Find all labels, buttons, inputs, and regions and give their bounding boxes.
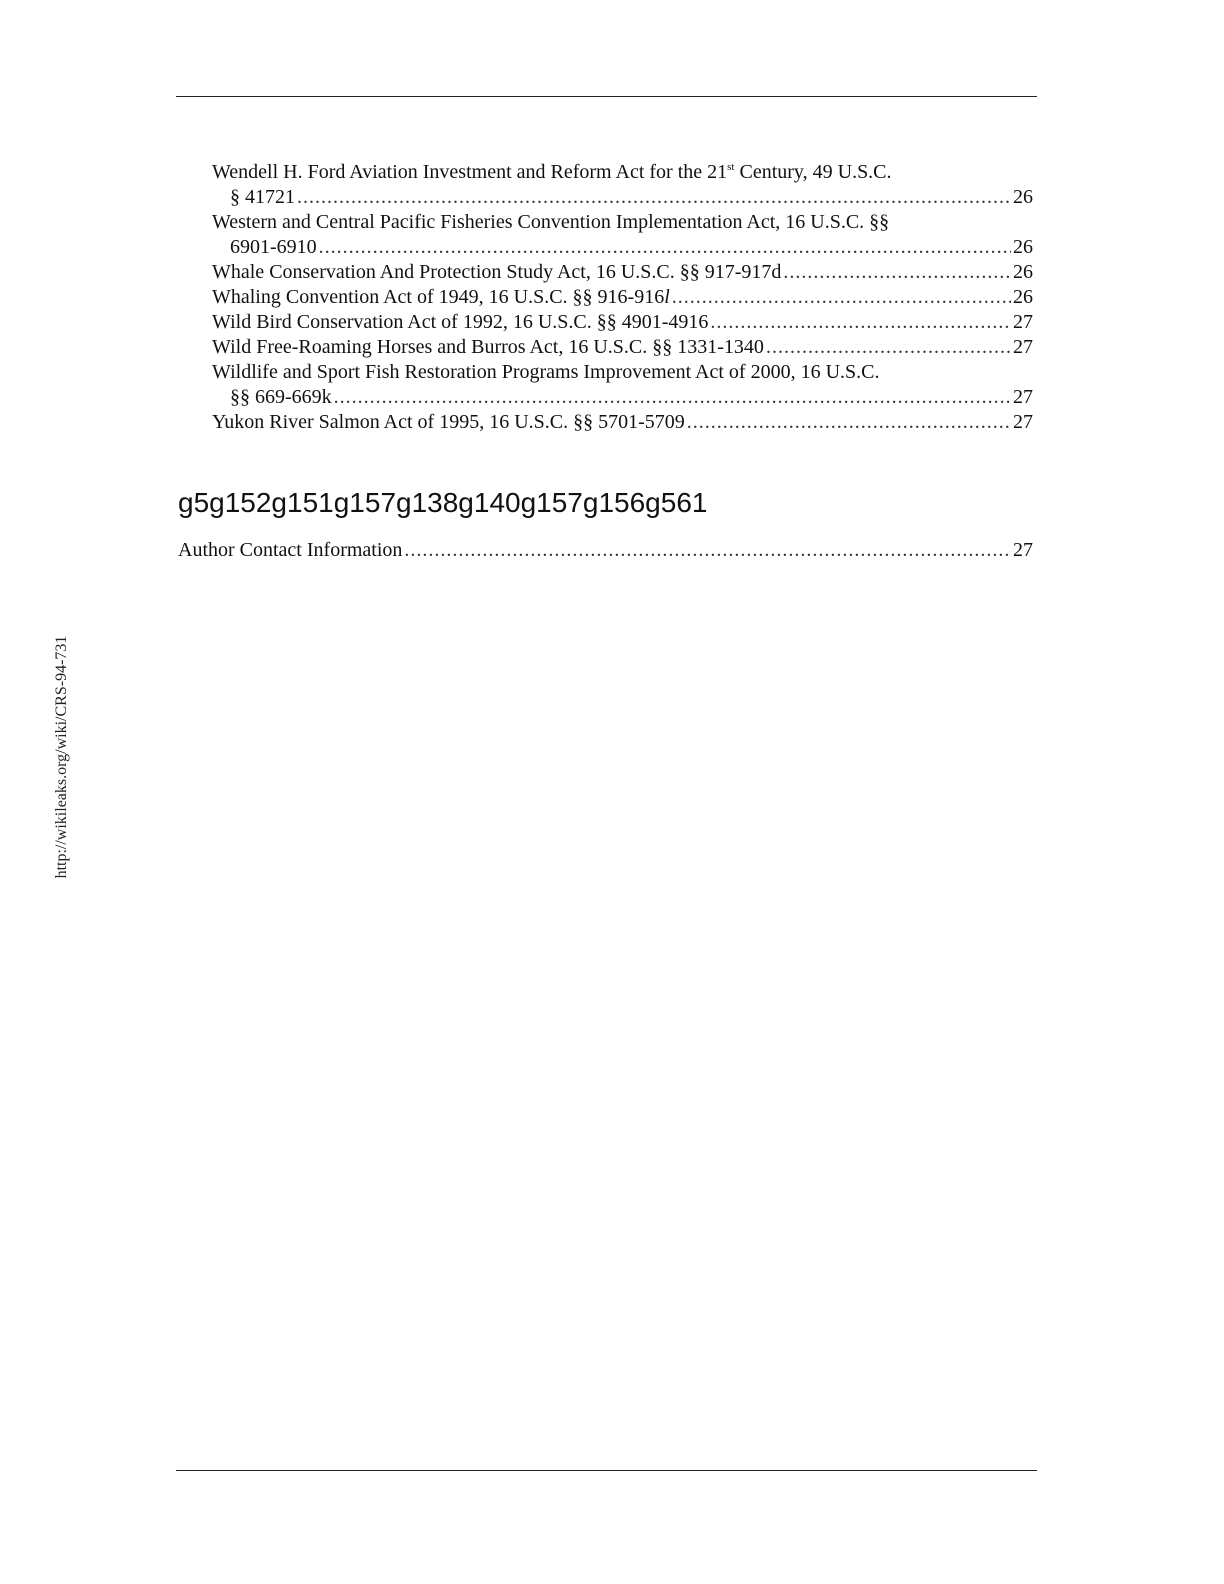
toc-leader-line	[212, 335, 1033, 360]
dot-leader	[404, 538, 1011, 563]
toc-leader-line	[212, 185, 1033, 210]
toc-leader-line	[212, 385, 1033, 410]
toc-entry-whaling-convention[interactable]	[212, 285, 1033, 310]
toc-entry-title-continued: 6901-6910	[230, 236, 317, 258]
toc-leader-line	[178, 538, 1033, 563]
section-heading: g5g152g151g157g138g140g157g156g561	[178, 487, 708, 518]
toc-entry-western-central-pacific[interactable]	[212, 210, 1033, 260]
toc-entry-title	[212, 285, 670, 310]
dot-leader	[297, 185, 1011, 210]
dot-leader	[687, 410, 1011, 435]
toc-leader-line	[212, 235, 1033, 260]
toc-entry-wildlife-sport-fish[interactable]	[212, 360, 1033, 410]
toc-entry-title-part: Wendell H. Ford Aviation Investment and Reform Act for the 21	[212, 161, 728, 183]
side-watermark-url: http://wikileaks.org/wiki/CRS-94-731	[53, 635, 70, 879]
toc-page-number: 27	[1013, 386, 1033, 408]
toc-entry-title	[212, 160, 1033, 185]
toc-page-number: 26	[1013, 236, 1033, 258]
toc-entry-wendell-ford[interactable]	[212, 160, 1033, 210]
toc-entry-superscript: st	[727, 161, 735, 173]
toc-page-number: 26	[1013, 186, 1033, 208]
toc-leader-line	[212, 260, 1033, 285]
toc-entry-yukon-river[interactable]	[212, 410, 1033, 435]
dot-leader	[672, 285, 1011, 310]
toc-entry-title-part: Century, 49 U.S.C.	[734, 161, 892, 183]
toc-page-number: 27	[1013, 336, 1033, 358]
toc-entry-title: Yukon River Salmon Act of 1995, 16 U.S.C. §§ 5701-5709	[212, 411, 685, 433]
toc-entry-title-part: Whaling Convention Act of 1949, 16 U.S.C. §§ 916-916	[212, 286, 665, 308]
toc-entry-title: Western and Central Pacific Fisheries Convention Implementation Act, 16 U.S.C. §§	[212, 211, 890, 233]
dot-leader	[319, 235, 1011, 260]
toc-entry-wild-horses-burros[interactable]	[212, 335, 1033, 360]
toc-entry-title: Wild Bird Conservation Act of 1992, 16 U.S.C. §§ 4901-4916	[212, 311, 709, 333]
toc-leader-line	[212, 285, 1033, 310]
dot-leader	[766, 335, 1011, 360]
footer-rule	[176, 1470, 1037, 1471]
toc-page-number: 26	[1013, 261, 1033, 283]
dot-leader	[783, 260, 1011, 285]
toc-page-number: 27	[1013, 311, 1033, 333]
table-of-contents-list	[212, 160, 1033, 435]
toc-entry-title: Wildlife and Sport Fish Restoration Programs Improvement Act of 2000, 16 U.S.C.	[212, 361, 880, 383]
toc-entry-title-continued: §§ 669-669k	[230, 386, 332, 408]
toc-leader-line	[212, 310, 1033, 335]
toc-entry-title: Whale Conservation And Protection Study Act, 16 U.S.C. §§ 917-917d	[212, 261, 782, 283]
toc-page-number: 27	[1013, 539, 1033, 561]
toc-entry-whale-conservation[interactable]	[212, 260, 1033, 285]
toc-entry-wild-bird[interactable]	[212, 310, 1033, 335]
toc-page-number: 26	[1013, 286, 1033, 308]
toc-page-number: 27	[1013, 411, 1033, 433]
dot-leader	[710, 310, 1011, 335]
toc-entry-title-italic: l	[664, 286, 670, 308]
toc-leader-line	[212, 410, 1033, 435]
toc-entry-title-continued: § 41721	[230, 186, 295, 208]
toc-entry-title: Author Contact Information	[178, 539, 403, 561]
toc-entry-title: Wild Free-Roaming Horses and Burros Act, 16 U.S.C. §§ 1331-1340	[212, 336, 764, 358]
toc-entry-author-contact[interactable]	[178, 538, 1033, 563]
dot-leader	[334, 385, 1011, 410]
header-rule	[176, 96, 1037, 97]
